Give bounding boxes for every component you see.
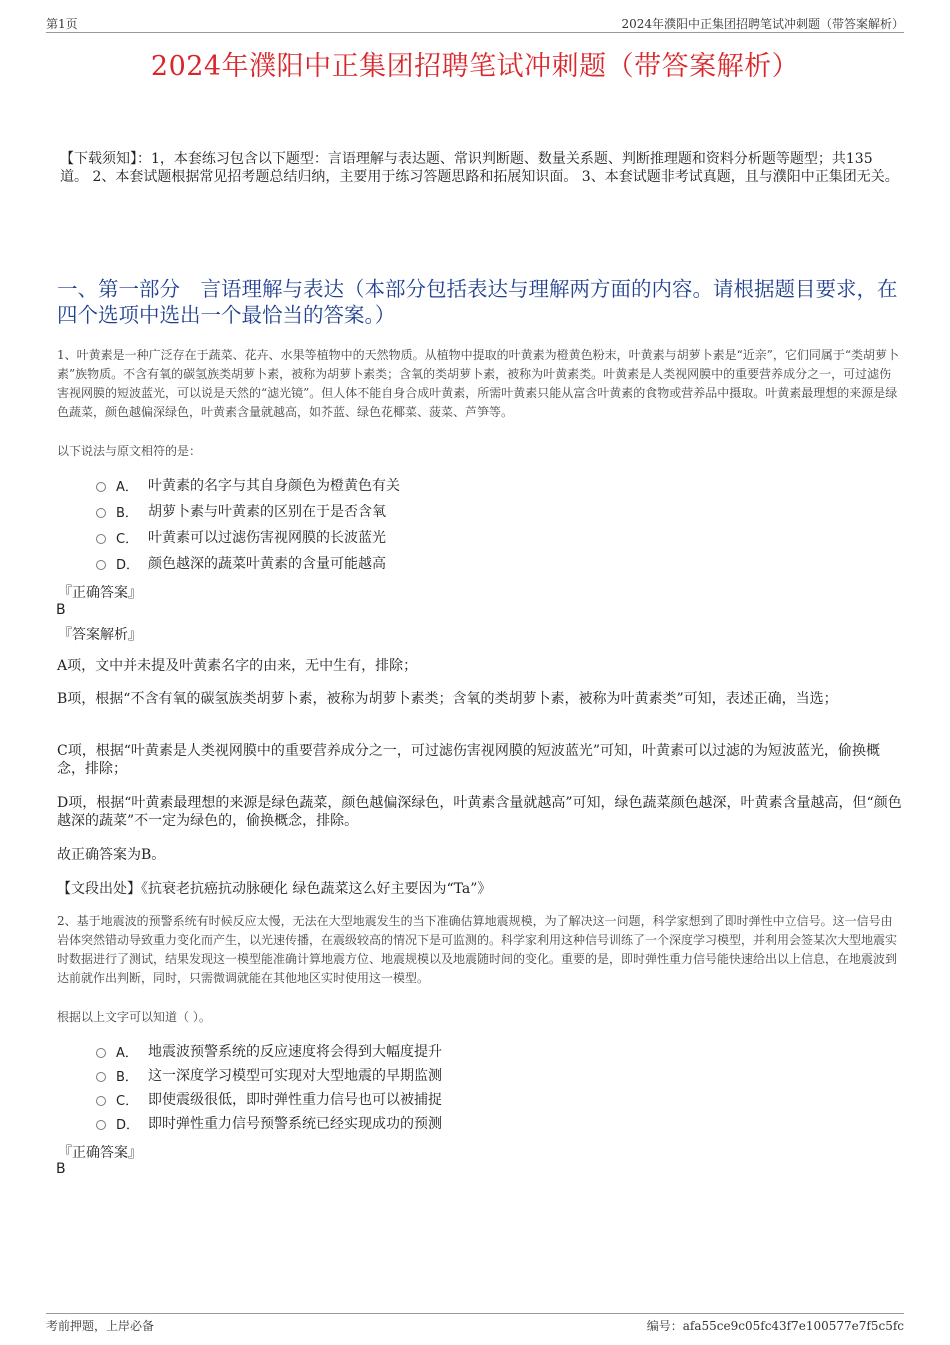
download-notice: 【下载须知】：1，本套练习包含以下题型：言语理解与表达题、常识判断题、数量关系题、判断推理题和资料分析题等题型；共135道。 2、本套试题根据常见招考题总结归纳，主要用于练习答题思路和拓展知识面。 3、本套试题非考试真题，且与濮阳中正集团无关。 bbox=[60, 151, 899, 185]
header-doc-title: 2024年濮阳中正集团招聘笔试冲刺题（带答案解析） bbox=[621, 17, 904, 31]
radio-icon[interactable] bbox=[96, 482, 106, 492]
option-b[interactable]: B． 这一深度学习模型可实现对大型地震的早期监测 bbox=[96, 1063, 876, 1087]
radio-icon[interactable] bbox=[96, 1072, 106, 1082]
analysis-item: A项，文中并未提及叶黄素名字的由来，无中生有，排除； bbox=[57, 658, 418, 674]
analysis-item: B项，根据“不含有氧的碳氢族类胡萝卜素，被称为胡萝卜素类；含氧的类胡萝卜素，被称为叶黄素类”可知，表述正确，当选； bbox=[57, 691, 838, 707]
answer-label: 『正确答案』 bbox=[58, 585, 142, 601]
answer-label: 『正确答案』 bbox=[58, 1145, 142, 1161]
analysis-conclusion: 故正确答案为B。 bbox=[57, 847, 166, 863]
page-header bbox=[46, 12, 904, 33]
option-d[interactable]: D． 即时弹性重力信号预警系统已经实现成功的预测 bbox=[96, 1111, 876, 1135]
option-a[interactable]: A． 地震波预警系统的反应速度将会得到大幅度提升 bbox=[96, 1039, 876, 1063]
document-code: 编号：afa55ce9c05fc43f7e100577e7f5c5fc bbox=[646, 1319, 904, 1333]
footer-slogan: 考前押题，上岸必备 bbox=[46, 1319, 155, 1333]
analysis-item: C项，根据“叶黄素是人类视网膜中的重要营养成分之一，可过滤伤害视网膜的短波蓝光”可知，叶黄素可以过滤的为短波蓝光，偷换概念，排除； bbox=[57, 743, 881, 777]
radio-icon[interactable] bbox=[96, 1096, 106, 1106]
option-c[interactable]: C． 叶黄素可以过滤伤害视网膜的长波蓝光 bbox=[96, 524, 876, 550]
page-title: 2024年濮阳中正集团招聘笔试冲刺题（带答案解析） bbox=[150, 51, 800, 82]
question-1-options bbox=[96, 472, 876, 576]
radio-icon[interactable] bbox=[96, 1048, 106, 1058]
source-citation: 【文段出处】《抗衰老抗癌抗动脉硬化 绿色蔬菜这么好主要因为“Ta”》 bbox=[57, 881, 492, 897]
analysis-item: D项，根据“叶黄素最理想的来源是绿色蔬菜，颜色越偏深绿色，叶黄素含量就越高”可知，绿色蔬菜颜色越深，叶黄素含量越高，但“颜色越深的蔬菜”不一定为绿色的，偷换概念，排除。 bbox=[57, 795, 902, 829]
section-title: 一、第一部分 言语理解与表达（本部分包括表达与理解两方面的内容。请根据题目要求，在四个选项中选出一个最恰当的答案。） bbox=[57, 277, 898, 327]
question-1-stem: 1、叶黄素是一种广泛存在于蔬菜、花卉、水果等植物中的天然物质。从植物中提取的叶黄素为橙黄色粉末，叶黄素与胡萝卜素是“近亲”，它们同属于“类胡萝卜素”族物质。不含有氧的碳氢族类胡萝卜素，被称为胡萝卜素类；含氧的类胡萝卜素，被称为叶黄素类。叶黄素是人类视网膜中的重要营养成分之一，可过滤伤害视网膜的短波蓝光，可以说是天然的“滤光镜”。但人体不能自身合成叶黄素，所需叶黄素只能从富含叶黄素的食物或营养品中摄取。叶黄素最理想的来源是绿色蔬菜，颜色越偏深绿色，叶黄素含量就越高，如芥蓝、绿色花椰菜、菠菜、芦笋等。 bbox=[57, 348, 900, 419]
option-d[interactable]: D． 颜色越深的蔬菜叶黄素的含量可能越高 bbox=[96, 550, 876, 576]
radio-icon[interactable] bbox=[96, 560, 106, 570]
question-2-prompt: 根据以上文字可以知道（ ）。 bbox=[57, 1010, 211, 1024]
answer-value: B bbox=[56, 602, 66, 618]
option-a[interactable]: A． 叶黄素的名字与其自身颜色为橙黄色有关 bbox=[96, 472, 876, 498]
question-1-prompt: 以下说法与原文相符的是： bbox=[57, 444, 202, 458]
radio-icon[interactable] bbox=[96, 1120, 106, 1130]
analysis-label: 『答案解析』 bbox=[58, 627, 142, 643]
option-b[interactable]: B． 胡萝卜素与叶黄素的区别在于是否含氧 bbox=[96, 498, 876, 524]
option-c[interactable]: C． 即使震级很低，即时弹性重力信号也可以被捕捉 bbox=[96, 1087, 876, 1111]
answer-value: B bbox=[56, 1161, 66, 1177]
page-footer bbox=[46, 1313, 904, 1334]
page-number: 第1页 bbox=[46, 17, 78, 31]
question-2-options bbox=[96, 1039, 876, 1135]
radio-icon[interactable] bbox=[96, 508, 106, 518]
question-2-stem: 2、基于地震波的预警系统有时候反应太慢，无法在大型地震发生的当下准确估算地震规模，为了解决这一问题，科学家想到了即时弹性中立信号。这一信号由岩体突然错动导致重力变化而产生，以光速传播，在震级较高的情况下是可监测的。科学家利用这种信号训练了一个深度学习模型，并利用会签某次大型地震实时数据进行了测试，结果发现这一模型能准确计算地震方位、地震规模以及地震随时间的变化。重要的是，即时弹性重力信号能快速给出以上信息，在地震波到达前就作出判断，同时，只需微调就能在其他地区实时使用这一模型。 bbox=[57, 914, 898, 985]
radio-icon[interactable] bbox=[96, 534, 106, 544]
